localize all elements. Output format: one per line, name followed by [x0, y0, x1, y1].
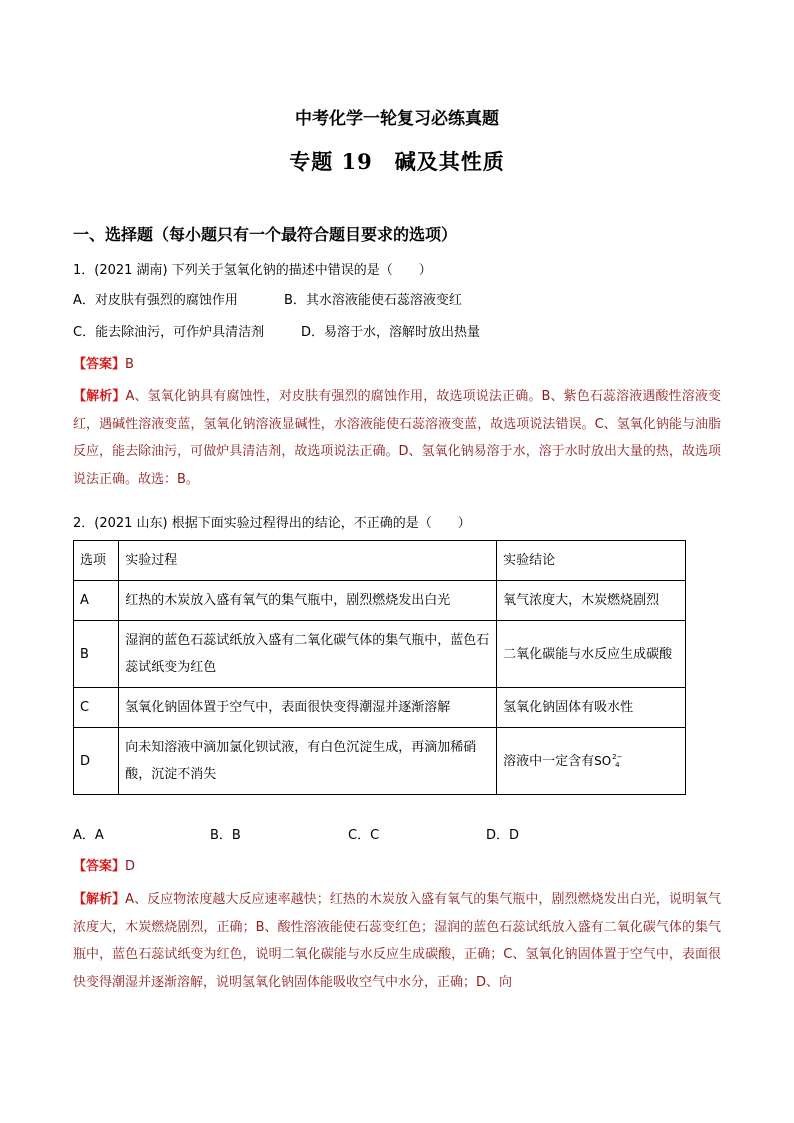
table-cell-conclusion: 氢氧化钠固体有吸水性	[497, 688, 686, 728]
answer-value: D	[125, 859, 136, 874]
table-cell-process: 氢氧化钠固体置于空气中，表面很快变得潮湿并逐渐溶解	[119, 688, 497, 728]
formula-text: SO	[594, 753, 612, 768]
question-2-answer	[73, 857, 135, 877]
analysis-text: A、氢氧化钠具有腐蚀性，对皮肤有强烈的腐蚀作用，故选项说法正确。B、紫色石蕊溶液遇酸性溶液变红，遇碱性溶液变蓝，氢氧化钠溶液显碱性，水溶液能使石蕊溶液变蓝，故选项说法错误。C、氢氧化钠能与油脂反应，能去除油污，可做炉具清洁剂，故选项说法正确。D、氢氧化钠易溶于水，溶于水时放出大量的热，故选项说法正确。故选：B。	[73, 389, 721, 487]
table-row	[74, 688, 686, 728]
question-1-option-c: C．能去除油污，可作炉具清洁剂	[73, 325, 265, 340]
document-title: 中考化学一轮复习必练真题	[295, 109, 499, 129]
question-2-stem: 2．(2021 山东) 根据下面实验过程得出的结论，不正确的是（ ）	[73, 516, 471, 531]
table-header-cell: 实验结论	[497, 541, 686, 581]
answer-value: B	[125, 357, 134, 372]
table-cell-process: 红热的木炭放入盛有氧气的集气瓶中，剧烈燃烧发出白光	[119, 581, 497, 621]
table-row	[74, 621, 686, 688]
conclusion-text: 溶液中一定含有	[503, 753, 595, 769]
question-1-analysis	[73, 383, 721, 493]
question-1-options-row-1	[73, 291, 462, 311]
question-2-option-d: D．D	[486, 828, 520, 843]
question-1-answer	[73, 355, 134, 375]
table-header-row	[74, 541, 686, 581]
question-2-option-c: C．C	[348, 828, 380, 843]
ion-subscript: 4	[615, 761, 620, 769]
question-2-options	[73, 826, 721, 846]
analysis-tag: 【解析】	[73, 892, 126, 907]
question-1-stem: 1．(2021 湖南) 下列关于氢氧化钠的描述中错误的是（ ）	[73, 263, 432, 278]
analysis-text: A、反应物浓度越大反应速率越快；红热的木炭放入盛有氧气的集气瓶中，剧烈燃烧发出白光，说明氧气浓度大，木炭燃烧剧烈，正确；B、酸性溶液能使石蕊变红色；湿润的蓝色石蕊试纸放入盛有二氧化碳气体的集气瓶中，蓝色石蕊试纸变为红色，说明二氧化碳能与水反应生成碳酸，正确；C、氢氧化钠固体置于空气中，表面很快变得潮湿并逐渐溶解，说明氢氧化钠固体能吸收空气中水分，正确；D、向	[73, 892, 721, 990]
question-2-option-a: A．A	[73, 828, 104, 843]
table-cell-conclusion: 二氧化碳能与水反应生成碳酸	[497, 621, 686, 688]
section-heading: 一、选择题（每小题只有一个最符合题目要求的选项）	[73, 225, 458, 244]
table-cell-process: 湿润的蓝色石蕊试纸放入盛有二氧化碳气体的集气瓶中，蓝色石蕊试纸变为红色	[119, 621, 497, 688]
sulfate-ion-formula	[594, 754, 622, 768]
experiment-table	[73, 540, 686, 795]
answer-tag: 【答案】	[73, 859, 126, 874]
answer-tag: 【答案】	[73, 357, 126, 372]
question-2-analysis	[73, 886, 721, 996]
question-1-option-b: B．其水溶液能使石蕊溶液变红	[284, 293, 462, 308]
question-1-option-d: D．易溶于水，溶解时放出热量	[301, 325, 481, 340]
table-cell-option: C	[74, 688, 119, 728]
question-1-option-a: A．对皮肤有强烈的腐蚀作用	[73, 293, 238, 308]
table-cell-option: A	[74, 581, 119, 621]
table-cell-option: B	[74, 621, 119, 688]
table-header-cell: 选项	[74, 541, 119, 581]
question-2-option-b: B．B	[210, 828, 241, 843]
ion-charge: 2−	[612, 753, 623, 761]
analysis-tag: 【解析】	[73, 389, 126, 404]
table-cell-conclusion	[497, 728, 686, 795]
table-cell-process: 向未知溶液中滴加氯化钡试液，有白色沉淀生成，再滴加稀硝酸，沉淀不消失	[119, 728, 497, 795]
question-1-options-row-2	[73, 323, 481, 343]
table-cell-conclusion: 氧气浓度大，木炭燃烧剧烈	[497, 581, 686, 621]
topic-subtitle: 专题 19 碱及其性质	[289, 149, 505, 174]
table-row	[74, 581, 686, 621]
table-header-cell: 实验过程	[119, 541, 497, 581]
table-cell-option: D	[74, 728, 119, 795]
table-row	[74, 728, 686, 795]
